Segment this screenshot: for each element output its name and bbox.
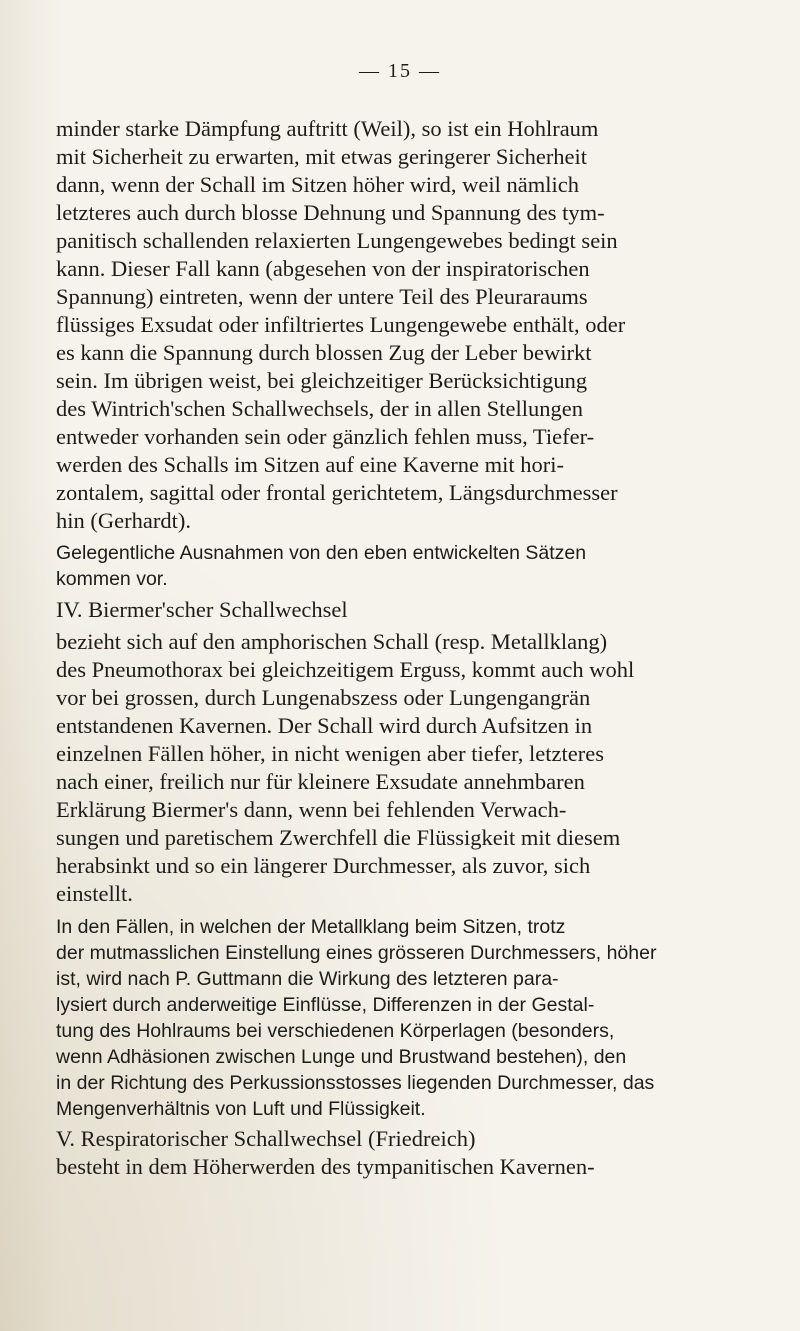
note-line: Gelegentliche Ausnahmen von den eben entwickelten Sätzen	[56, 542, 587, 564]
text-line: des Pneumothorax bei gleichzeitigem Erguss, kommt auch wohl	[56, 657, 635, 682]
note-line: ist, wird nach P. Guttmann die Wirkung des letzteren para-	[56, 968, 559, 990]
text-line: werden des Schalls im Sitzen auf eine Kaverne mit hori-	[56, 452, 564, 477]
text-line: entweder vorhanden sein oder gänzlich fehlen muss, Tiefer-	[56, 424, 595, 449]
text-line: einstellt.	[56, 881, 133, 906]
text-line: besteht in dem Höherwerden des tympanitischen Kavernen-	[56, 1154, 595, 1179]
note-line: wenn Adhäsionen zwischen Lunge und Brustwand bestehen), den	[56, 1046, 627, 1068]
text-line: zontalem, sagittal oder frontal gerichtetem, Längsdurchmesser	[56, 480, 618, 505]
note-line: kommen vor.	[56, 568, 168, 590]
section-heading: V. Respiratorischer Schallwechsel (Friedreich)	[56, 1126, 476, 1151]
text-line: es kann die Spannung durch blossen Zug der Leber bewirkt	[56, 340, 592, 365]
text-line: mit Sicherheit zu erwarten, mit etwas geringerer Sicherheit	[56, 144, 588, 169]
text-line: einzelnen Fällen höher, in nicht wenigen aber tiefer, letzteres	[56, 741, 604, 766]
text-line: sungen und paretischem Zwerchfell die Flüssigkeit mit diesem	[56, 825, 621, 850]
text-line: flüssiges Exsudat oder infiltriertes Lungengewebe enthält, oder	[56, 312, 626, 337]
section-heading: IV. Biermer'scher Schallwechsel	[56, 597, 348, 622]
text-line: entstandenen Kavernen. Der Schall wird durch Aufsitzen in	[56, 713, 593, 738]
note-line: lysiert durch anderweitige Einflüsse, Differenzen in der Gestal-	[56, 994, 595, 1016]
text-line: panitisch schallenden relaxierten Lungengewebes bedingt sein	[56, 228, 618, 253]
text-line: Spannung) eintreten, wenn der untere Teil des Pleuraraums	[56, 284, 588, 309]
note-line: tung des Hohlraums bei verschiedenen Körperlagen (besonders,	[56, 1020, 615, 1042]
text-line: herabsinkt und so ein längerer Durchmesser, als zuvor, sich	[56, 853, 591, 878]
text-line: Erklärung Biermer's dann, wenn bei fehlenden Verwach-	[56, 797, 567, 822]
note-line: Mengenverhältnis von Luft und Flüssigkeit.	[56, 1098, 426, 1120]
note-line: In den Fällen, in welchen der Metallklang beim Sitzen, trotz	[56, 916, 566, 938]
text-line: nach einer, freilich nur für kleinere Exsudate annehmbaren	[56, 769, 585, 794]
text-line: sein. Im übrigen weist, bei gleichzeitiger Berücksichtigung	[56, 368, 588, 393]
page-number: — 15 —	[359, 60, 441, 82]
text-line: hin (Gerhardt).	[56, 508, 191, 533]
note-line: in der Richtung des Perkussionsstosses liegenden Durchmesser, das	[56, 1072, 655, 1094]
note-line: der mutmasslichen Einstellung eines grösseren Durchmessers, höher	[56, 942, 657, 964]
text-line: minder starke Dämpfung auftritt (Weil), so ist ein Hohlraum	[56, 116, 599, 141]
text-line: kann. Dieser Fall kann (abgesehen von der inspiratorischen	[56, 256, 590, 281]
text-line: bezieht sich auf den amphorischen Schall (resp. Metallklang)	[56, 629, 608, 654]
text-line: vor bei grossen, durch Lungenabszess oder Lungengangrän	[56, 685, 591, 710]
text-line: des Wintrich'schen Schallwechsels, der in allen Stellungen	[56, 396, 583, 421]
text-line: dann, wenn der Schall im Sitzen höher wird, weil nämlich	[56, 172, 579, 197]
text-line: letzteres auch durch blosse Dehnung und Spannung des tym-	[56, 200, 605, 225]
